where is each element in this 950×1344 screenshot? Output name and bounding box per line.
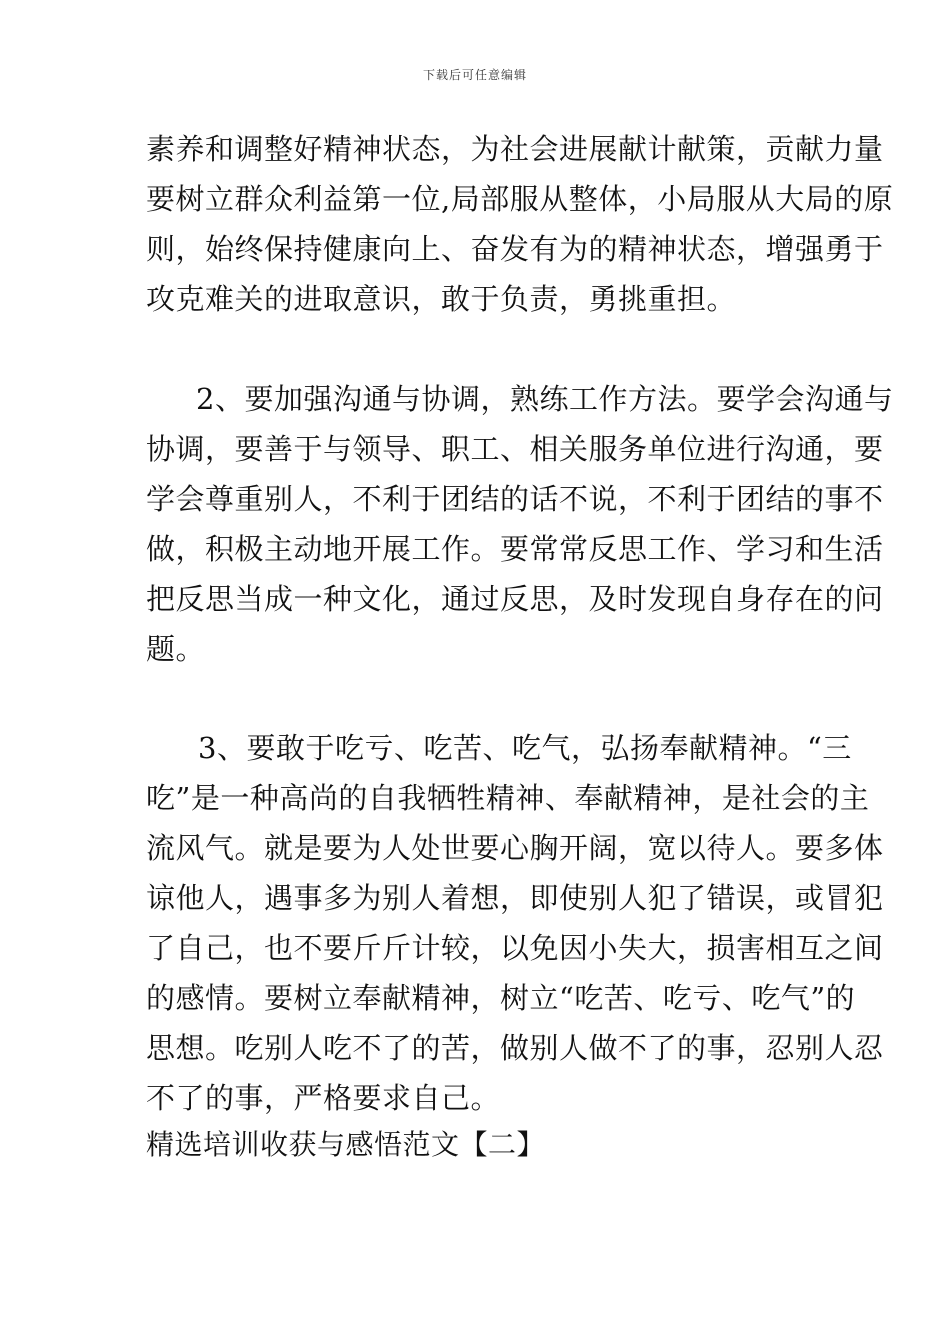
text-line: 流风气。就是要为人处世要心胸开阔，宽以待人。要多体: [146, 831, 884, 865]
text-line: 题。: [146, 632, 206, 666]
text-line: 素养和调整好精神状态，为社会进展献计献策，贡献力量: [146, 132, 884, 166]
text-line: 思想。吃别人吃不了的苦，做别人做不了的事，忍别人忍: [146, 1031, 884, 1065]
text-line: 了自己，也不要斤斤计较，以免因小失大，损害相互之间: [146, 931, 884, 965]
text-line: 则，始终保持健康向上、奋发有为的精神状态，增强勇于: [146, 232, 884, 266]
text-line: 学会尊重别人，不利于团结的话不说，不利于团结的事不: [146, 482, 884, 516]
text-line: 把反思当成一种文化，通过反思，及时发现自身存在的问: [146, 582, 884, 616]
text-line: 的感情。要树立奉献精神，树立“吃苦、吃亏、吃气”的: [146, 981, 856, 1015]
text-line: 2、要加强沟通与协调，熟练工作方法。要学会沟通与: [196, 382, 894, 416]
text-line: 3、要敢于吃亏、吃苦、吃气，弘扬奉献精神。“三: [198, 731, 852, 765]
text-line: 吃”是一种高尚的自我牺牲精神、奉献精神，是社会的主: [146, 781, 870, 815]
text-line: 不了的事，严格要求自己。: [146, 1081, 501, 1115]
page-header-note: 下载后可任意编辑: [422, 68, 527, 82]
text-line: 要树立群众利益第一位,局部服从整体，小局服从大局的原: [146, 182, 894, 216]
text-line: 做，积极主动地开展工作。要常常反思工作、学习和生活: [146, 532, 884, 566]
text-line: 谅他人，遇事多为别人着想，即使别人犯了错误，或冒犯: [146, 881, 884, 915]
text-line: 攻克难关的进取意识，敢于负责，勇挑重担。: [146, 282, 737, 316]
section-title: 精选培训收获与感悟范文【二】: [146, 1128, 546, 1161]
text-line: 协调，要善于与领导、职工、相关服务单位进行沟通，要: [146, 432, 884, 466]
